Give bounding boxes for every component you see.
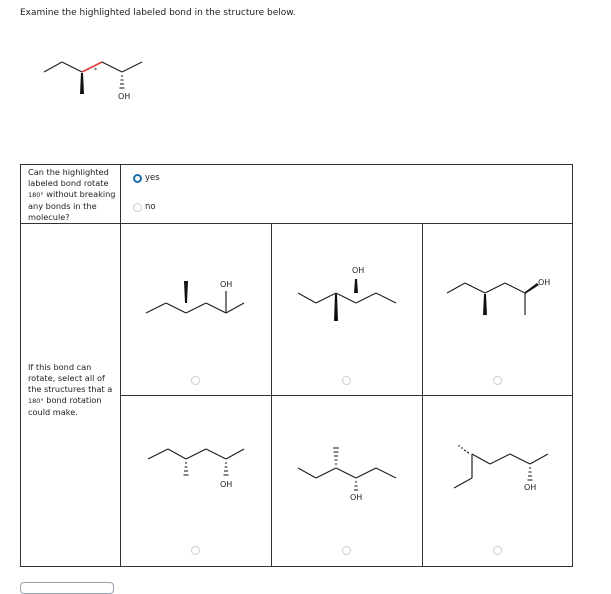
- structure-5-radio[interactable]: [342, 546, 351, 555]
- question1-cell: [20, 164, 121, 224]
- main-structure: [40, 48, 160, 103]
- question1-text: Can the highlighted labeled bond rotate 180° without breaking any bonds in the molecule?: [28, 167, 116, 222]
- structure-3: [443, 269, 563, 324]
- option-no[interactable]: [133, 202, 156, 212]
- oh-label: OH: [524, 483, 537, 492]
- radio-yes[interactable]: [133, 174, 142, 183]
- oh-label: OH: [118, 92, 131, 101]
- structure-5: [292, 434, 402, 504]
- structure-1-radio[interactable]: [191, 376, 200, 385]
- oh-label: OH: [538, 278, 551, 287]
- question1-options-cell: [120, 164, 573, 224]
- question2-text: If this bond can rotate, select all of the structures that a 180° bond rotation could make.: [28, 362, 113, 417]
- structure-6-radio[interactable]: [493, 546, 502, 555]
- structure-2-radio[interactable]: [342, 376, 351, 385]
- radio-no[interactable]: [133, 203, 142, 212]
- structure-6: [448, 434, 563, 504]
- option-no-label: no: [145, 202, 156, 212]
- structure-4-radio[interactable]: [191, 546, 200, 555]
- structure-2: [292, 259, 402, 329]
- option-yes-label: yes: [145, 173, 160, 183]
- question2-cell: [20, 223, 121, 567]
- structure-1: [140, 269, 250, 324]
- prompt-text: Examine the highlighted labeled bond in the structure below.: [20, 8, 296, 18]
- oh-label: OH: [352, 266, 365, 275]
- oh-label: OH: [220, 480, 233, 489]
- structure-3-radio[interactable]: [493, 376, 502, 385]
- highlighted-bond: [82, 62, 102, 72]
- structure-4: [144, 439, 254, 499]
- submit-button[interactable]: [20, 582, 114, 594]
- svg-text:*: *: [94, 67, 97, 74]
- oh-label: OH: [350, 493, 363, 502]
- option-yes[interactable]: [133, 173, 160, 183]
- oh-label: OH: [220, 280, 233, 289]
